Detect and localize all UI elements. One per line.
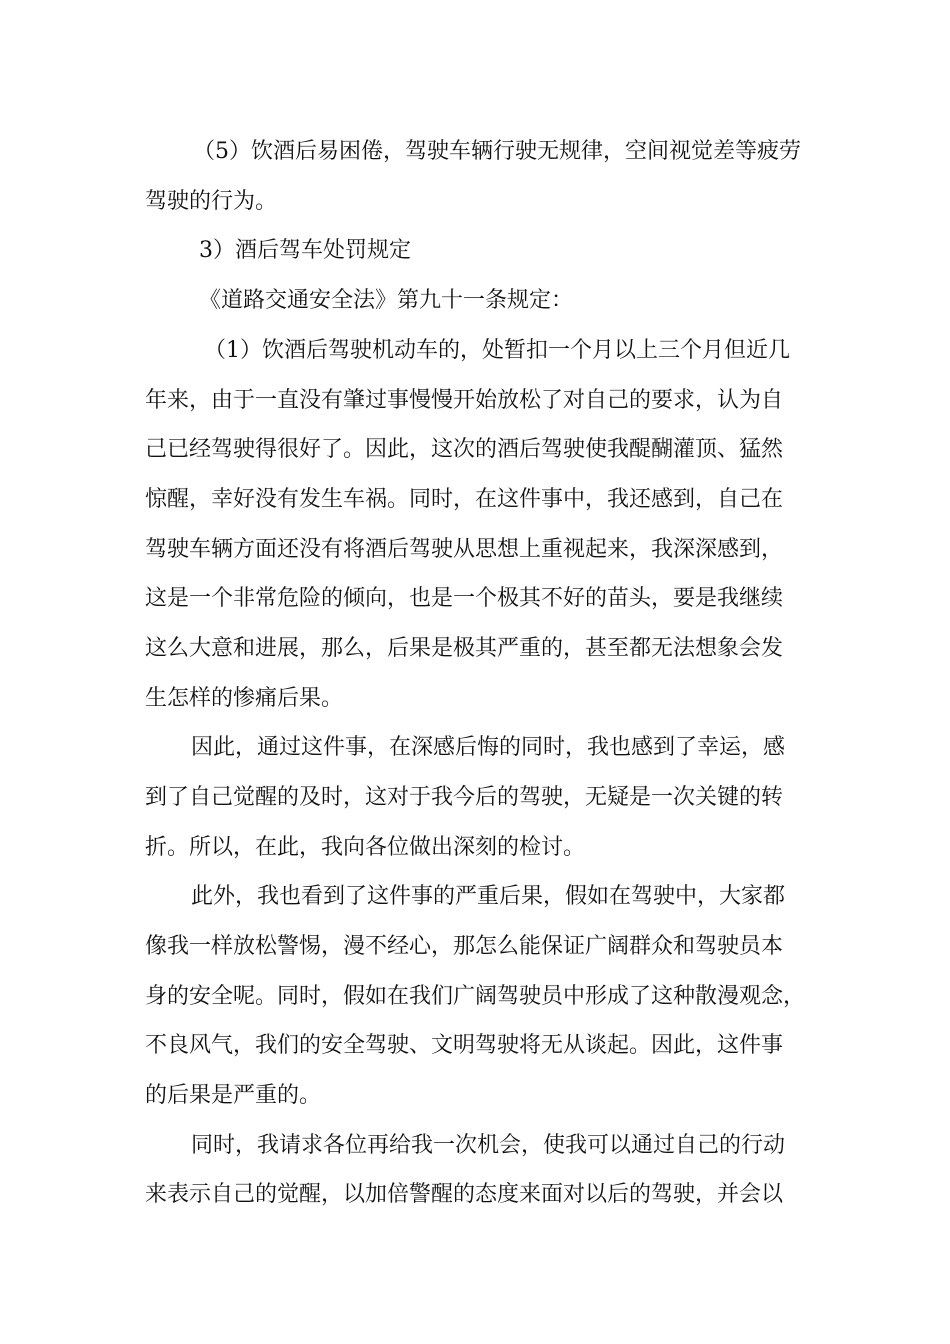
text-line: 惊醒，幸好没有发生车祸。同时，在这件事中，我还感到，自己在 — [145, 487, 784, 512]
text-line: 生怎样的惨痛后果。 — [145, 686, 344, 711]
text-line: 到了自己觉醒的及时，这对于我今后的驾驶，无疑是一次关键的转 — [145, 785, 784, 810]
section-heading: 3）酒后驾车处罚规定 — [199, 238, 411, 263]
text-line: 因此，通过这件事，在深感后悔的同时，我也感到了幸运，感 — [191, 735, 786, 760]
text-line: 这是一个非常危险的倾向，也是一个极其不好的苗头，要是我继续 — [145, 586, 784, 611]
text-line: 来表示自己的觉醒，以加倍警醒的态度来面对以后的驾驶，并会以 — [145, 1182, 784, 1207]
text-line: 这么大意和进展，那么，后果是极其严重的，甚至都无法想象会发 — [145, 636, 784, 661]
text-line: 像我一样放松警惕，漫不经心，那怎么能保证广阔群众和驾驶员本 — [145, 934, 784, 959]
text-line: 《道路交通安全法》第九十一条规定： — [199, 288, 574, 313]
text-line: 年来，由于一直没有肇过事慢慢开始放松了对自己的要求，认为自 — [145, 388, 784, 413]
text-line: 不良风气，我们的安全驾驶、文明驾驶将无从谈起。因此，这件事 — [145, 1033, 784, 1058]
text-line: 身的安全呢。同时，假如在我们广阔驾驶员中形成了这种散漫观念， — [145, 984, 806, 1009]
text-line: 同时，我请求各位再给我一次机会，使我可以通过自己的行动 — [191, 1133, 786, 1158]
text-line: 己已经驾驶得很好了。因此，这次的酒后驾驶使我醍醐灌顶、猛然 — [145, 437, 784, 462]
text-line: 此外，我也看到了这件事的严重后果，假如在驾驶中，大家都 — [191, 884, 786, 909]
text-line: （1）饮酒后驾驶机动车的，处暂扣一个月以上三个月但近几 — [204, 338, 790, 363]
text-line: 驾驶车辆方面还没有将酒后驾驶从思想上重视起来，我深深感到， — [145, 537, 784, 562]
text-line: 折。所以，在此，我向各位做出深刻的检讨。 — [145, 835, 586, 860]
text-line: （5）饮酒后易困倦，驾驶车辆行驶无规律，空间视觉差等疲劳 — [193, 139, 801, 164]
text-line: 驾驶的行为。 — [145, 189, 278, 214]
text-line: 的后果是严重的。 — [145, 1083, 322, 1108]
